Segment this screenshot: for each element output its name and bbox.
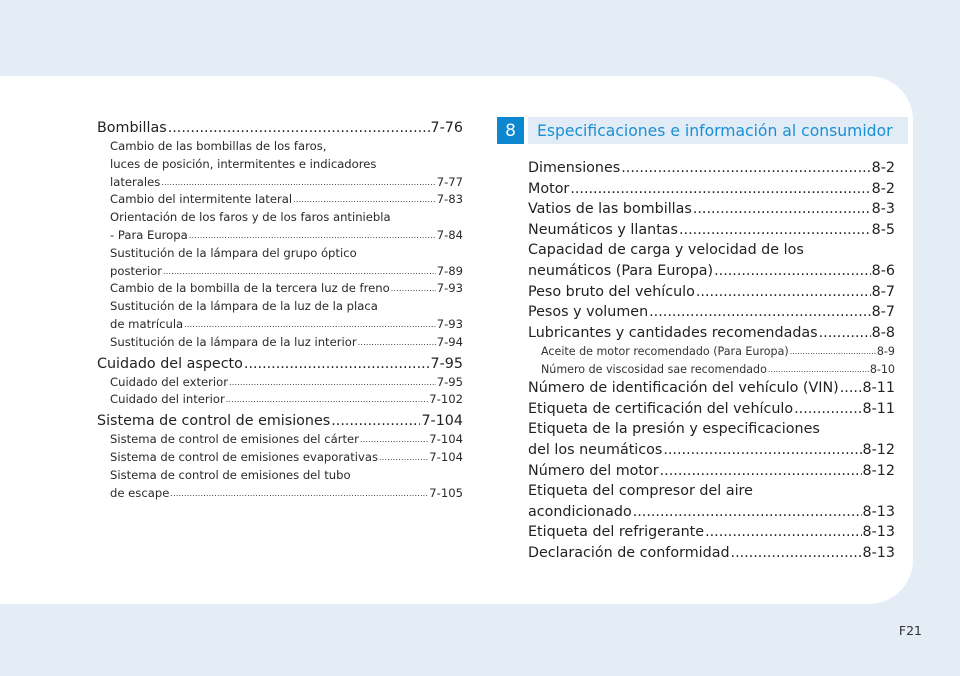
toc-entry-orientacion-faros[interactable]: Orientación de los faros y de los faros antiniebla - Para Europa ..... 7-84 [97, 209, 463, 245]
toc-entry-cuidado-aspecto[interactable]: Cuidado del aspecto ..... 7-95 [97, 354, 463, 374]
toc-left-column [97, 118, 463, 502]
toc-entry-viscosidad-sae[interactable]: Número de viscosidad sae recomendado ..... 8-10 [528, 361, 895, 378]
toc-right-column [528, 158, 895, 564]
toc-entry-tercera-luz-freno[interactable]: Cambio de la bombilla de la tercera luz de freno ..... 7-93 [97, 280, 463, 298]
toc-entry-declaracion-conformidad[interactable]: Declaración de conformidad ..... 8-13 [528, 543, 895, 564]
toc-entry-dimensiones[interactable]: Dimensiones ..... 8-2 [528, 158, 895, 179]
toc-entry-capacidad-carga[interactable]: Capacidad de carga y velocidad de los neumáticos (Para Europa) ..... 8-6 [528, 240, 895, 281]
toc-entry-numero-vin[interactable]: Número de identificación del vehículo (VIN) ..... 8-11 [528, 378, 895, 399]
toc-entry-compresor-aire[interactable]: Etiqueta del compresor del aire acondicionado ..... 8-13 [528, 481, 895, 522]
toc-entry-control-emisiones[interactable]: Sistema de control de emisiones ..... 7-104 [97, 411, 463, 431]
toc-entry-aceite-motor[interactable]: Aceite de motor recomendado (Para Europa) ..... 8-9 [528, 343, 895, 360]
toc-entry-cuidado-exterior[interactable]: Cuidado del exterior ..... 7-95 [97, 374, 463, 392]
page-number: F21 [898, 623, 922, 638]
toc-entry-cuidado-interior[interactable]: Cuidado del interior ..... 7-102 [97, 391, 463, 409]
toc-entry-motor[interactable]: Motor ..... 8-2 [528, 179, 895, 200]
toc-entry-emisiones-carter[interactable]: Sistema de control de emisiones del cárter ..... 7-104 [97, 431, 463, 449]
section-number-badge: 8 [497, 117, 524, 144]
toc-entry-luz-placa-matricula[interactable]: Sustitución de la lámpara de la luz de la placa de matrícula ..... 7-93 [97, 298, 463, 334]
toc-entry-bombillas[interactable]: Bombillas ..... 7-76 [97, 118, 463, 138]
toc-entry-intermitente-lateral[interactable]: Cambio del intermitente lateral ..... 7-83 [97, 191, 463, 209]
section-title: Especificaciones e información al consumidor [528, 117, 908, 144]
toc-entry-peso-bruto[interactable]: Peso bruto del vehículo ..... 8-7 [528, 282, 895, 303]
toc-entry-lubricantes[interactable]: Lubricantes y cantidades recomendadas ..... 8-8 [528, 323, 895, 344]
toc-entry-vatios-bombillas[interactable]: Vatios de las bombillas ..... 8-3 [528, 199, 895, 220]
toc-entry-neumaticos-llantas[interactable]: Neumáticos y llantas ..... 8-5 [528, 220, 895, 241]
section-header [497, 117, 908, 144]
toc-entry-etiqueta-refrigerante[interactable]: Etiqueta del refrigerante ..... 8-13 [528, 522, 895, 543]
toc-entry-presion-neumaticos[interactable]: Etiqueta de la presión y especificaciones del los neumáticos ..... 8-12 [528, 419, 895, 460]
toc-entry-emisiones-evaporativas[interactable]: Sistema de control de emisiones evaporativas ..... 7-104 [97, 449, 463, 467]
toc-entry-pesos-volumen[interactable]: Pesos y volumen ..... 8-7 [528, 302, 895, 323]
toc-entry-grupo-optico-posterior[interactable]: Sustitución de la lámpara del grupo óptico posterior ..... 7-89 [97, 245, 463, 281]
toc-entry-emisiones-tubo-escape[interactable]: Sistema de control de emisiones del tubo de escape ..... 7-105 [97, 467, 463, 503]
toc-entry-cambio-bombillas-faros[interactable]: Cambio de las bombillas de los faros, luces de posición, intermitentes e indicadores laterales ..... 7-77 [97, 138, 463, 191]
toc-entry-numero-motor[interactable]: Número del motor ..... 8-12 [528, 461, 895, 482]
toc-entry-etiqueta-certificacion[interactable]: Etiqueta de certificación del vehículo ..... 8-11 [528, 399, 895, 420]
toc-entry-luz-interior[interactable]: Sustitución de la lámpara de la luz interior ..... 7-94 [97, 334, 463, 352]
